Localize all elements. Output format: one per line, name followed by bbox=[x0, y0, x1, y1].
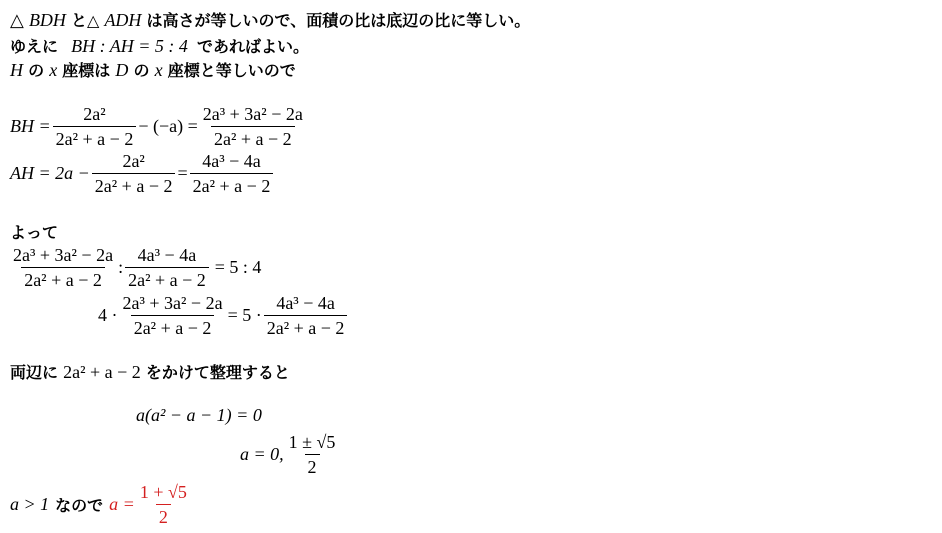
var-d: D bbox=[115, 60, 129, 80]
equation-polynomial bbox=[136, 405, 262, 426]
ah-middle: = bbox=[177, 163, 188, 183]
ratio-f1-denominator: 2a² + a − 2 bbox=[21, 267, 105, 290]
ah-f2-denominator: 2a² + a − 2 bbox=[190, 173, 274, 196]
triangle-adh: ADH bbox=[104, 10, 142, 30]
cross-fraction-2 bbox=[264, 293, 348, 338]
equation-bh bbox=[10, 104, 308, 149]
text-coord-wa: 座標は bbox=[62, 61, 111, 80]
equation-cross bbox=[98, 293, 349, 338]
var-x-1: x bbox=[49, 60, 58, 80]
text-no-2: の bbox=[133, 61, 150, 80]
ratio-fraction-2 bbox=[125, 245, 209, 290]
answer-lhs: a = bbox=[109, 494, 135, 514]
text-nanode: なので bbox=[55, 496, 104, 515]
text-coord-equal: 座標と等しいので bbox=[167, 61, 296, 80]
ah-fraction-2 bbox=[190, 151, 274, 196]
answer-numerator: 1 + √5 bbox=[139, 482, 187, 502]
sol-lhs: a = 0, bbox=[240, 444, 284, 464]
equation-ratio bbox=[8, 245, 261, 290]
expr-denominator: 2a² + a − 2 bbox=[63, 362, 141, 382]
statement-line-3 bbox=[10, 58, 296, 81]
text-to-triangle: と△ bbox=[71, 11, 100, 30]
sol-numerator: 1 ± √5 bbox=[288, 432, 336, 452]
bh-f2-denominator: 2a² + a − 2 bbox=[211, 126, 295, 149]
triangle-bdh: BDH bbox=[28, 10, 66, 30]
ah-f2-numerator: 4a³ − 4a bbox=[202, 151, 261, 171]
cross-fraction-1 bbox=[120, 293, 226, 338]
equation-solutions bbox=[240, 432, 340, 477]
ratio-f1-numerator: 2a³ + 3a² − 2a bbox=[13, 245, 114, 265]
triangle-symbol: △ bbox=[10, 10, 24, 30]
text-multiply-simplify: をかけて整理すると bbox=[145, 363, 290, 382]
statement-line-1 bbox=[10, 8, 530, 31]
statement-both-sides bbox=[10, 360, 290, 383]
text-sufficient: であればよい。 bbox=[197, 37, 310, 56]
ah-f1-numerator: 2a² bbox=[122, 151, 145, 171]
ah-lhs: AH = 2a − bbox=[10, 163, 90, 183]
bh-fraction-2 bbox=[200, 104, 306, 149]
bh-lhs: BH = bbox=[10, 116, 51, 136]
poly-text: a(a² − a − 1) = 0 bbox=[136, 405, 262, 425]
text-yueni: ゆえに bbox=[10, 37, 59, 56]
ratio-bh-ah: BH : AH = 5 : 4 bbox=[71, 36, 188, 56]
cross-f2-denominator: 2a² + a − 2 bbox=[264, 315, 348, 338]
condition-a-gt-1: a > 1 bbox=[10, 494, 50, 514]
bh-fraction-1 bbox=[53, 104, 137, 149]
sol-fraction bbox=[286, 432, 339, 477]
cross-middle: = 5 · bbox=[227, 305, 262, 325]
ah-f1-denominator: 2a² + a − 2 bbox=[92, 173, 176, 196]
cross-f1-denominator: 2a² + a − 2 bbox=[131, 315, 215, 338]
cross-f2-numerator: 4a³ − 4a bbox=[276, 293, 335, 313]
var-h: H bbox=[10, 60, 23, 80]
var-x-2: x bbox=[154, 60, 163, 80]
cross-lhs: 4 · bbox=[98, 305, 118, 325]
equation-ah bbox=[10, 151, 275, 196]
ratio-colon: : bbox=[118, 257, 124, 277]
ah-fraction-1 bbox=[92, 151, 176, 196]
sol-denominator: 2 bbox=[305, 454, 320, 477]
final-answer bbox=[10, 482, 192, 527]
ratio-fraction-1 bbox=[10, 245, 116, 290]
text-area-ratio: は高さが等しいので、面積の比は底辺の比に等しい。 bbox=[146, 11, 531, 30]
cross-f1-numerator: 2a³ + 3a² − 2a bbox=[122, 293, 223, 313]
statement-line-2 bbox=[10, 34, 309, 57]
ratio-f2-denominator: 2a² + a − 2 bbox=[125, 267, 209, 290]
answer-fraction bbox=[137, 482, 190, 527]
text-no-1: の bbox=[28, 61, 45, 80]
ratio-rhs: = 5 : 4 bbox=[214, 257, 262, 277]
bh-f1-numerator: 2a² bbox=[83, 104, 106, 124]
answer-denominator: 2 bbox=[156, 504, 171, 527]
ratio-f2-numerator: 4a³ − 4a bbox=[137, 245, 197, 265]
bh-f2-numerator: 2a³ + 3a² − 2a bbox=[202, 104, 303, 124]
bh-f1-denominator: 2a² + a − 2 bbox=[53, 126, 137, 149]
text-both-sides: 両辺に bbox=[10, 363, 59, 382]
bh-middle: − (−a) = bbox=[138, 116, 198, 136]
text-yotte: よって bbox=[10, 223, 59, 242]
answer-expression bbox=[109, 482, 192, 527]
